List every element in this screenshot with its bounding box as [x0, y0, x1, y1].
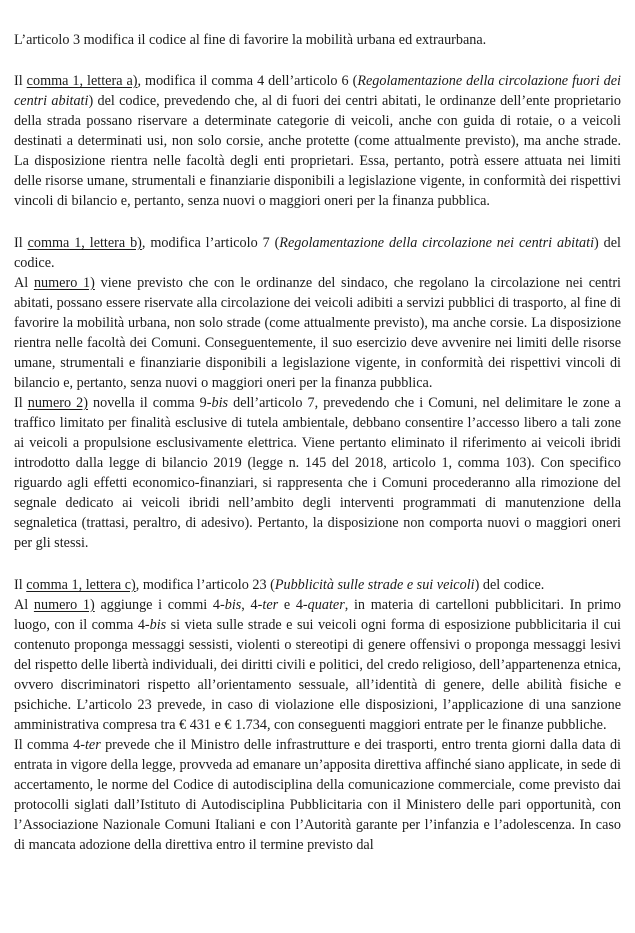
s2-post: ) del codice. [14, 235, 621, 271]
s3-n1-pre: Al [14, 597, 34, 613]
s1-pre: Il [14, 73, 27, 89]
s3-comma-4-ter-paragraph [14, 735, 621, 855]
s2-n1-pre: Al [14, 275, 34, 291]
s3-n2-a: Il comma 4- [14, 737, 85, 753]
section-lettera-b [14, 233, 621, 273]
s3-n2-body: prevede che il Ministro delle infrastrutture e dei trasporti, entro trenta giorni dalla data di entrata in vigore della legge, provveda ad emanare un’apposita direttiva affinché siano applicate, in sede di accertamento, le norme del Codice di autodisciplina della comunicazione commerciale, come previsto dai protocolli siglati dall’Istituto di Autodisciplina Pubblicitaria con il Ministero delle pari opportunità, con l’Associazione Nazionale Comuni Italiani e con l’Autorità garante per l’infanzia e l’adolescenza. In caso di mancata adozione della direttiva entro il termine previsto dal [14, 737, 621, 853]
intro-article-ref: articolo 3 [26, 32, 81, 48]
s3-mid: , modifica l’articolo 23 ( [135, 577, 275, 593]
s3-n1-bis: bis [224, 597, 242, 613]
intro-pre: L’ [14, 32, 27, 48]
intro-paragraph [14, 30, 621, 50]
s3-n1-a: aggiunge i commi 4- [94, 597, 225, 613]
s3-ref: comma 1, lettera c) [26, 577, 136, 593]
s1-mid: , modifica il comma 4 dell’articolo 6 ( [137, 73, 358, 89]
s3-n1-ter: ter [262, 597, 279, 613]
s2-n2-mid: novella il comma 9- [87, 395, 212, 411]
s2-n1-ref: numero 1) [33, 275, 95, 291]
s2-n2-ref: numero 2) [27, 395, 88, 411]
s2-ref: comma 1, lettera b) [27, 235, 142, 251]
section-lettera-c [14, 575, 621, 595]
s2-n1-body: viene previsto che con le ordinanze del sindaco, che regolano la circolazione nei centri abitati, possano essere riservate alla circolazione dei veicoli adibiti a servizi pubblici di trasporto, al fine di favorire la mobilità urbana, non solo strade (come attualmente previsto), ma anche corsie. La disposizione rientra nelle facoltà dei Comuni. Conseguentemente, il suo esercizio deve avvenire nei limiti delle risorse umane, strumentali e finanziarie disponibili a legislazione vigente, in conformità dei rispettivi vincoli di bilancio e, pertanto, senza nuovi o maggiori oneri per la finanza pubblica. [14, 275, 621, 391]
section-lettera-a [14, 71, 621, 211]
s2-title: Regolamentazione della circolazione nei centri abitati [279, 235, 595, 251]
s3-n1-d: , in materia di cartelloni pubblicitari. In primo luogo, con il comma 4- [14, 597, 621, 633]
s2-pre: Il [14, 235, 28, 251]
s2-mid: , modifica l’articolo 7 ( [141, 235, 280, 251]
s2-n2-bis: bis [211, 395, 229, 411]
s3-n1-b: , 4- [241, 597, 263, 613]
s3-n1-c: e 4- [278, 597, 308, 613]
s3-n1-bis2: bis [149, 617, 167, 633]
s1-title: Regolamentazione della circolazione fuori dei centri abitati [14, 73, 622, 109]
s3-numero-1-paragraph [14, 595, 621, 735]
s2-numero-1-paragraph [14, 273, 621, 393]
s3-post: ) del codice. [474, 577, 545, 593]
s3-n1-quater: quater [307, 597, 345, 613]
s2-n2-pre: Il [14, 395, 28, 411]
s2-n2-body: dell’articolo 7, prevedendo che i Comuni, nel delimitare le zone a traffico limitato per finalità esclusive di tutela ambientale, debbano consentire l’accesso libero a tali zone ai veicoli a propulsione esclusivamente elettrica. Viene pertanto eliminato il riferimento ai veicoli ibridi introdotto dalla legge di bilancio 2019 (legge n. 145 del 2018, articolo 1, comma 103). Con specifico riguardo agli effetti economico-finanziari, si rappresenta che i Comuni procederanno alla rimozione del segnale dedicato ai veicoli ibridi nell’ambito degli interventi programmati di manutenzione della segnaletica (trattasi, peraltro, di adesivo). Pertanto, la disposizione non comporta nuovi o maggiori oneri per gli stessi. [14, 395, 621, 551]
s3-n2-ter: ter [84, 737, 101, 753]
s3-title: Pubblicità sulle strade e sui veicoli [274, 577, 475, 593]
s1-body: ) del codice, prevedendo che, al di fuori dei centri abitati, le ordinanze dell’ente proprietario della strada possano riservare a determinate categorie di veicoli, anche con guida di rotaie, o a veicoli destinati a determinati usi, non solo corsie, anche protette (come attualmente previsto), ma anche strade. La disposizione rientra nelle facoltà degli enti proprietari. Essa, pertanto, potrà essere attuata nei limiti delle risorse umane, strumentali e finanziarie disponibili a legislazione vigente, in conformità dei rispettivi vincoli di bilancio e, pertanto, senza nuovi o maggiori oneri per la finanza pubblica. [14, 93, 621, 209]
s3-pre: Il [14, 577, 27, 593]
intro-text: modifica il codice al fine di favorire la mobilità urbana ed extraurbana. [80, 32, 487, 48]
s1-ref: comma 1, lettera a) [26, 73, 138, 89]
s3-n1-body: si vieta sulle strade e sui veicoli ogni forma di esposizione pubblicitaria il cui contenuto proponga messaggi sessisti, violenti o stereotipi di genere offensivi o proponga messaggi lesivi del rispetto delle libertà individuali, dei diritti civili e politici, del credo religioso, dell’appartenenza etnica, ovvero discriminatori rispetto all’orientamento sessuale, all’identità di genere, delle abilità fisiche e psichiche. L’articolo 23 prevede, in caso di violazione elle disposizioni, l’applicazione di una sanzione amministrativa compresa tra € 431 e € 1.734, con conseguenti maggiori entrate per le finanze pubbliche. [14, 617, 621, 733]
s2-numero-2-paragraph [14, 393, 621, 553]
s3-n1-ref: numero 1) [33, 597, 95, 613]
